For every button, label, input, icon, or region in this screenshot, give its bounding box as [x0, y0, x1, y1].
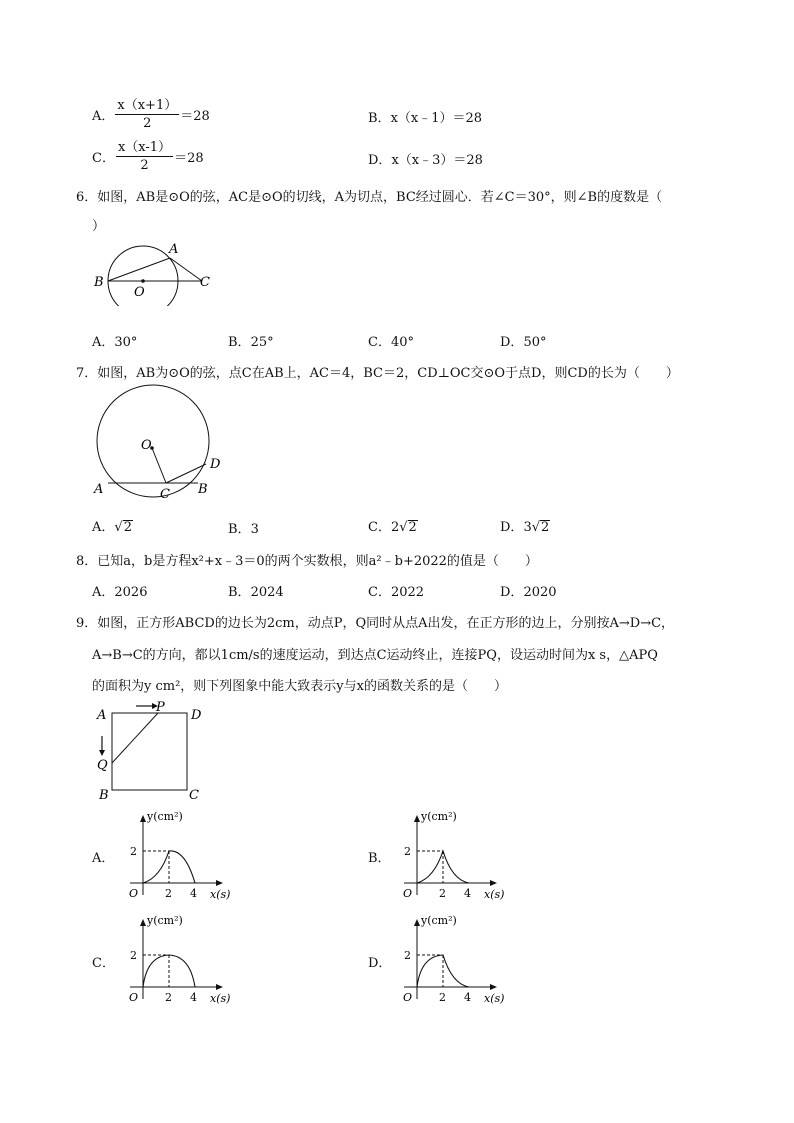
q9-stem: [76, 612, 674, 631]
q6-stem-cont: ）: [92, 219, 106, 234]
circle-o: [97, 385, 209, 497]
x-axis-label: x(s): [484, 992, 505, 1004]
option-text: 2026: [114, 585, 148, 600]
q9-option-d-letter[interactable]: D．: [368, 956, 392, 971]
segment-oc: [152, 448, 166, 483]
q6-option-d[interactable]: [500, 331, 546, 350]
segment-cd: [166, 464, 206, 483]
q9-option-a-letter[interactable]: A．: [92, 851, 115, 866]
label-a: A: [94, 482, 104, 497]
numerator: x（x-1）: [117, 140, 172, 155]
label-o: O: [141, 438, 152, 453]
q9-option-b-letter[interactable]: B．: [368, 851, 391, 866]
q8-option-d[interactable]: [500, 581, 557, 600]
x-tick-label: 4: [190, 887, 197, 900]
option-letter: B．: [228, 335, 251, 350]
label-a: A: [97, 708, 107, 723]
q6-option-c[interactable]: [368, 331, 414, 350]
x-tick-label: 2: [165, 991, 172, 1004]
question-text: 如图，AB为⊙O的弦，点C在AB上，AC＝4，BC＝2，CD⊥OC交⊙O于点D，则CD的长为（ ）: [97, 366, 679, 381]
option-letter: B．: [228, 585, 251, 600]
chord-ab: [108, 258, 170, 281]
question-number: 7．: [76, 366, 98, 381]
label-c: C: [160, 487, 170, 502]
origin-label: O: [129, 991, 139, 1004]
rhs: ＝28: [174, 151, 204, 166]
q7-figure: [88, 380, 228, 505]
x-tick-label: 4: [464, 991, 471, 1004]
axes: [404, 919, 497, 999]
y-axis-label: y(cm²): [421, 914, 457, 927]
q9-graph-b[interactable]: [384, 808, 524, 900]
q9-graph-c[interactable]: [110, 912, 250, 1004]
radicand: 2: [408, 520, 417, 535]
option-letter: A．: [92, 109, 115, 124]
option-text: 25°: [250, 335, 274, 350]
question-number: 8．: [76, 554, 98, 569]
option-text: 2024: [250, 585, 284, 600]
option-letter: A．: [92, 520, 115, 535]
y-tick-label: 2: [404, 845, 411, 858]
question-text: 如图，正方形ABCD的边长为2cm，动点P，Q同时从点A出发，在正方形的边上，分别按A→D→C，: [97, 616, 675, 631]
arrowhead-down-icon: [99, 750, 105, 756]
option-letter: B．: [228, 522, 251, 537]
q7-option-d[interactable]: D．3√2: [500, 520, 550, 535]
label-c: C: [200, 275, 210, 290]
q9-graph-a[interactable]: [110, 808, 250, 900]
radicand: 2: [123, 520, 132, 535]
label-b: B: [198, 482, 208, 497]
segment-pq: [112, 713, 158, 763]
q7-option-b[interactable]: [228, 518, 259, 537]
option-letter: C．: [368, 335, 391, 350]
q8-stem: [76, 550, 538, 569]
y-tick-label: 2: [404, 949, 411, 962]
option-text: 2020: [523, 585, 557, 600]
denominator: 2: [140, 158, 149, 173]
q7-option-a[interactable]: A．√2: [92, 520, 132, 535]
q9-option-c-letter[interactable]: C．: [92, 956, 115, 971]
option-text: 40°: [390, 335, 414, 350]
origin-label: O: [129, 887, 139, 900]
option-letter: D．: [500, 335, 524, 350]
q5-option-d[interactable]: [368, 149, 483, 168]
label-c: C: [189, 788, 199, 803]
q6-figure: [88, 236, 218, 306]
question-text: 如图，AB是⊙O的弦，AC是⊙O的切线，A为切点，BC经过圆心．若∠C＝30°，则∠B的度数是（: [97, 190, 663, 205]
label-o: O: [134, 285, 145, 300]
fraction: [115, 97, 179, 132]
question-number: 9．: [76, 616, 98, 631]
question-text: 已知a，b是方程x²+x﹣3＝0的两个实数根，则a²﹣b+2022的值是（ ）: [97, 554, 538, 569]
denominator: 2: [143, 116, 152, 131]
radicand: 2: [541, 520, 550, 535]
q6-option-b[interactable]: [228, 331, 274, 350]
option-text: 30°: [114, 335, 138, 350]
q8-option-a[interactable]: [92, 581, 147, 600]
q8-option-b[interactable]: [228, 581, 284, 600]
option-text: 3: [250, 522, 259, 537]
q7-option-c[interactable]: C．2√2: [368, 520, 417, 535]
fraction: [116, 139, 173, 174]
axes: [130, 919, 223, 999]
option-letter: D．: [500, 520, 524, 535]
y-tick-label: 2: [130, 845, 137, 858]
q5-option-b[interactable]: [368, 107, 482, 126]
q6-stem: [76, 186, 662, 205]
q9-square-figure: [92, 698, 222, 804]
q5-option-a[interactable]: [92, 97, 210, 132]
x-tick-label: 4: [464, 887, 471, 900]
q9-graph-d[interactable]: [384, 912, 524, 1004]
option-letter: A．: [92, 585, 115, 600]
option-text: x（x﹣1）＝28: [390, 111, 483, 126]
option-letter: D．: [368, 153, 392, 168]
q8-option-c[interactable]: [368, 581, 424, 600]
q9-stem-line2: A→B→C的方向，都以1cm/s的速度运动，到达点C运动终止，连接PQ，设运动时间为x s，△APQ: [92, 648, 658, 663]
option-letter: C．: [368, 585, 391, 600]
numerator: x（x+1）: [117, 98, 178, 113]
label-d: D: [210, 457, 221, 472]
x-axis-label: x(s): [210, 888, 231, 900]
q6-option-a[interactable]: [92, 331, 137, 350]
y-tick-label: 2: [130, 949, 137, 962]
coefficient: 2: [390, 520, 400, 535]
option-letter: D．: [500, 585, 524, 600]
rhs: ＝28: [180, 109, 210, 124]
q9-stem-line3: 的面积为y cm²，则下列图象中能大致表示y与x的函数关系的是（ ）: [92, 679, 507, 694]
q5-option-c[interactable]: [92, 139, 204, 174]
y-axis-label: y(cm²): [147, 810, 183, 823]
x-tick-label: 2: [439, 991, 446, 1004]
x-tick-label: 4: [190, 991, 197, 1004]
center-dot: [141, 279, 145, 283]
coefficient: 3: [523, 520, 532, 535]
label-q: Q: [97, 758, 108, 773]
label-p: P: [156, 700, 165, 715]
question-number: 6．: [76, 190, 98, 205]
y-axis-label: y(cm²): [147, 914, 183, 927]
label-b: B: [94, 275, 104, 290]
q7-stem: [76, 362, 679, 381]
origin-label: O: [403, 887, 413, 900]
label-a: A: [169, 242, 179, 257]
option-letter: A．: [92, 335, 115, 350]
option-letter: C．: [368, 520, 391, 535]
label-d: D: [191, 708, 202, 723]
option-text: x（x﹣3）＝28: [391, 153, 483, 168]
option-letter: C．: [92, 151, 115, 166]
origin-label: O: [403, 991, 413, 1004]
option-letter: B．: [368, 111, 391, 126]
y-axis-label: y(cm²): [421, 810, 457, 823]
label-b: B: [99, 788, 109, 803]
x-tick-label: 2: [439, 887, 446, 900]
x-axis-label: x(s): [210, 992, 231, 1004]
x-tick-label: 2: [165, 887, 172, 900]
option-text: 50°: [523, 335, 547, 350]
option-text: 2022: [390, 585, 425, 600]
tangent-ac: [170, 258, 202, 281]
x-axis-label: x(s): [484, 888, 505, 900]
